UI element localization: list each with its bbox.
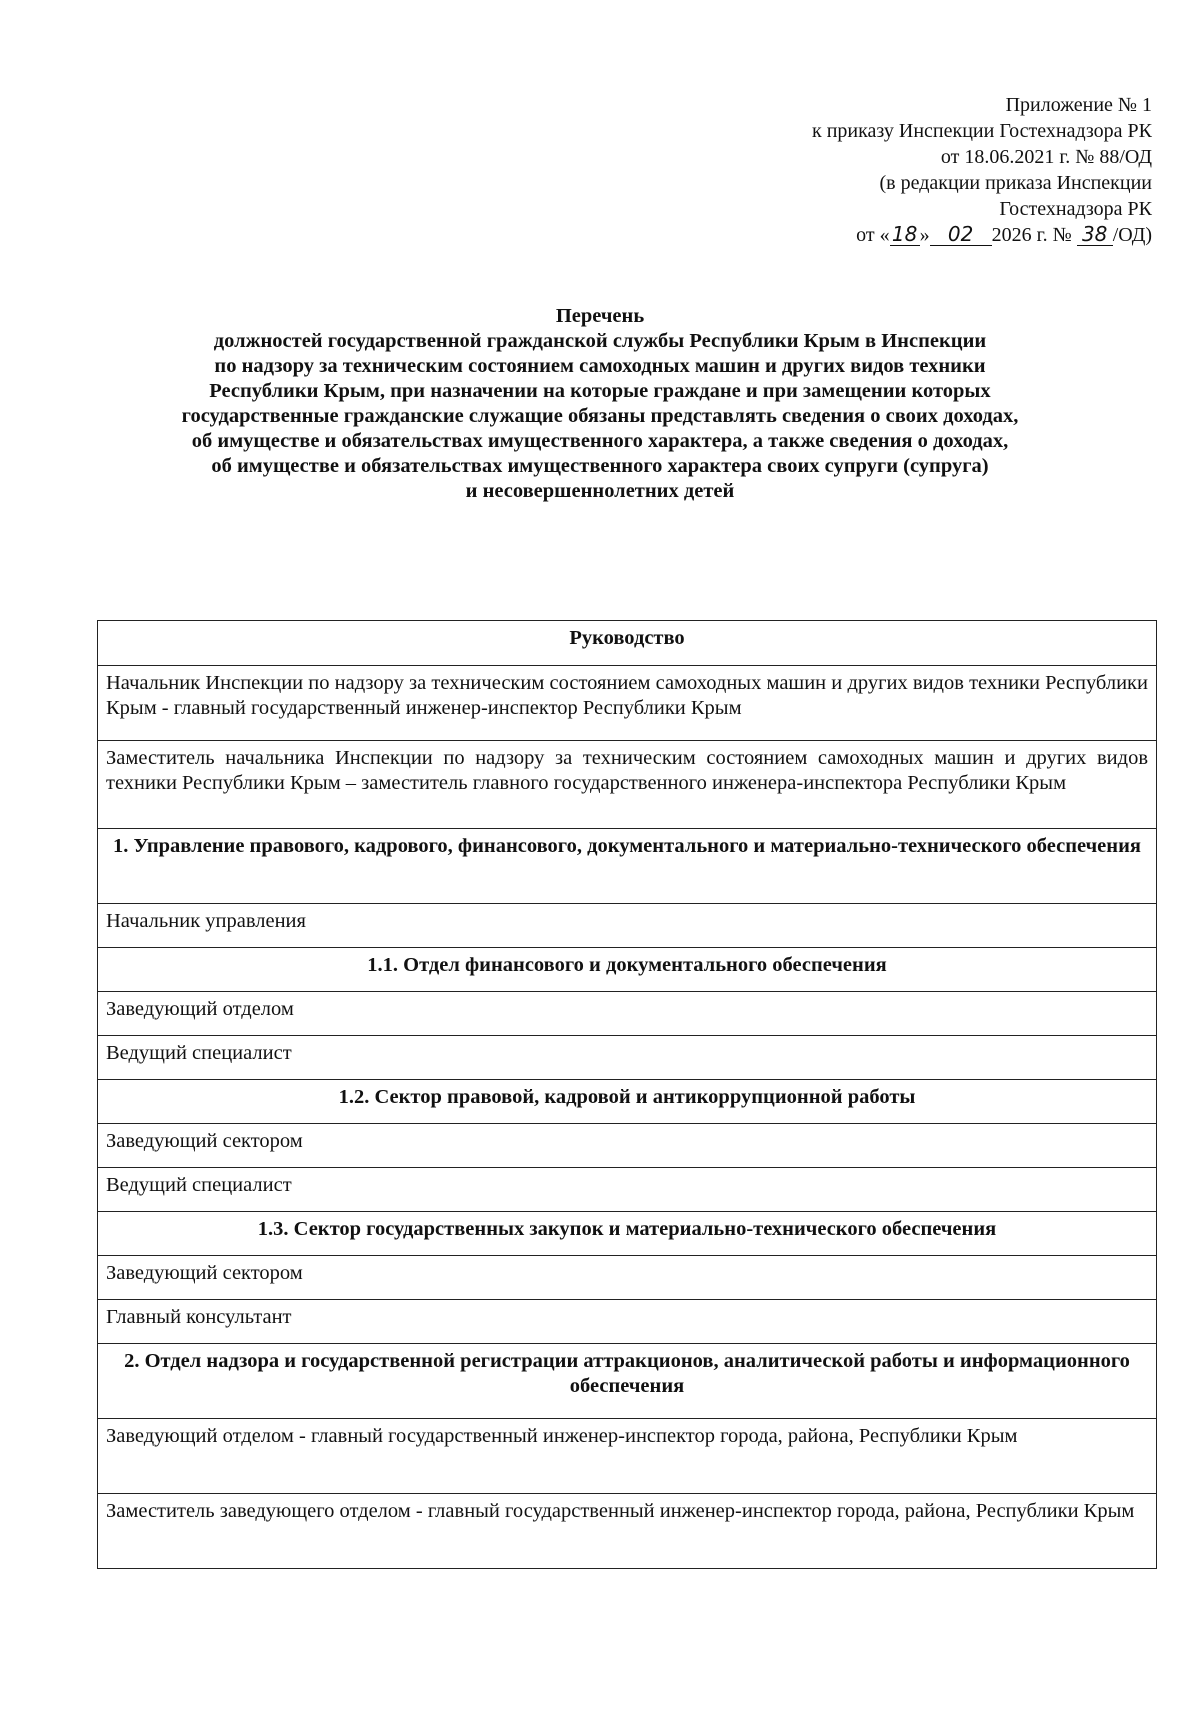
- section-header: Руководство: [98, 621, 1157, 666]
- position-cell: Заведующий сектором: [98, 1124, 1157, 1168]
- revision-date-mid: »: [919, 224, 930, 246]
- position-cell: Начальник Инспекции по надзору за техническим состоянием самоходных машин и других видов техники Республики Крым - главный государственный инженер-инспектор Республики Крым: [98, 666, 1157, 741]
- revision-date-prefix: от «: [856, 224, 890, 246]
- table-row: [98, 1419, 1157, 1494]
- table-row: [98, 992, 1157, 1036]
- table-row: [98, 829, 1157, 904]
- table-row: [98, 1036, 1157, 1080]
- position-cell: Начальник управления: [98, 904, 1157, 948]
- position-cell: Ведущий специалист: [98, 1036, 1157, 1080]
- handwritten-order-number: 38: [1077, 223, 1113, 246]
- table-row: [98, 904, 1157, 948]
- position-cell: Ведущий специалист: [98, 1168, 1157, 1212]
- title-line: и несовершеннолетних детей: [465, 480, 735, 502]
- table-row: [98, 1168, 1157, 1212]
- table-row: [98, 1124, 1157, 1168]
- table-row: [98, 1344, 1157, 1419]
- title-line: государственные гражданские служащие обязаны представлять сведения о своих доходах,: [181, 405, 1019, 427]
- table-row: [98, 666, 1157, 741]
- appendix-order-date: от 18.06.2021 г. № 88/ОД: [940, 146, 1152, 168]
- title-line: должностей государственной гражданской службы Республики Крым в Инспекции: [213, 330, 987, 352]
- appendix-header: [672, 92, 1152, 248]
- appendix-number: Приложение № 1: [1005, 94, 1152, 116]
- revision-year: 2026 г. №: [991, 224, 1072, 246]
- handwritten-month: 02: [930, 223, 992, 246]
- revision-suffix: /ОД): [1112, 224, 1152, 246]
- title-line: по надзору за техническим состоянием самоходных машин и других видов техники: [214, 355, 986, 377]
- document-title: [80, 304, 1120, 504]
- section-header: 1.3. Сектор государственных закупок и материально-технического обеспечения: [98, 1212, 1157, 1256]
- table-row: [98, 1494, 1157, 1569]
- section-header: 1.2. Сектор правовой, кадровой и антикоррупционной работы: [98, 1080, 1157, 1124]
- section-header: 1.1. Отдел финансового и документального обеспечения: [98, 948, 1157, 992]
- position-cell: Заместитель заведующего отделом - главный государственный инженер-инспектор города, района, Республики Крым: [98, 1494, 1157, 1569]
- section-header: 1. Управление правового, кадрового, финансового, документального и материально-технического обеспечения: [98, 829, 1157, 904]
- handwritten-day: 18: [890, 223, 920, 246]
- table-row: [98, 621, 1157, 666]
- position-cell: Заведующий отделом: [98, 992, 1157, 1036]
- position-cell: Заместитель начальника Инспекции по надзору за техническим состоянием самоходных машин и других видов техники Республики Крым – заместитель главного государственного инженера-инспектора Республики Крым: [98, 741, 1157, 829]
- title-line: об имуществе и обязательствах имущественного характера своих супруги (супруга): [211, 455, 989, 477]
- positions-table: [97, 620, 1157, 1569]
- table-row: [98, 741, 1157, 829]
- table-row: [98, 1256, 1157, 1300]
- title-main: Перечень: [555, 305, 645, 327]
- title-line: об имуществе и обязательствах имущественного характера, а также сведения о доходах,: [191, 430, 1009, 452]
- position-cell: Заведующий отделом - главный государственный инженер-инспектор города, района, Республики Крым: [98, 1419, 1157, 1494]
- appendix-order-ref: к приказу Инспекции Гостехнадзора РК: [812, 120, 1152, 142]
- position-cell: Главный консультант: [98, 1300, 1157, 1344]
- table-row: [98, 1080, 1157, 1124]
- table-row: [98, 1212, 1157, 1256]
- appendix-revision-note: (в редакции приказа Инспекции: [879, 172, 1152, 194]
- appendix-revision-date: [672, 222, 1152, 248]
- section-header: 2. Отдел надзора и государственной регистрации аттракционов, аналитической работы и информационного обеспечения: [98, 1344, 1157, 1419]
- position-cell: Заведующий сектором: [98, 1256, 1157, 1300]
- table-row: [98, 1300, 1157, 1344]
- title-line: Республики Крым, при назначении на которые граждане и при замещении которых: [209, 380, 991, 402]
- table-row: [98, 948, 1157, 992]
- appendix-revision-org: Гостехнадзора РК: [999, 198, 1152, 220]
